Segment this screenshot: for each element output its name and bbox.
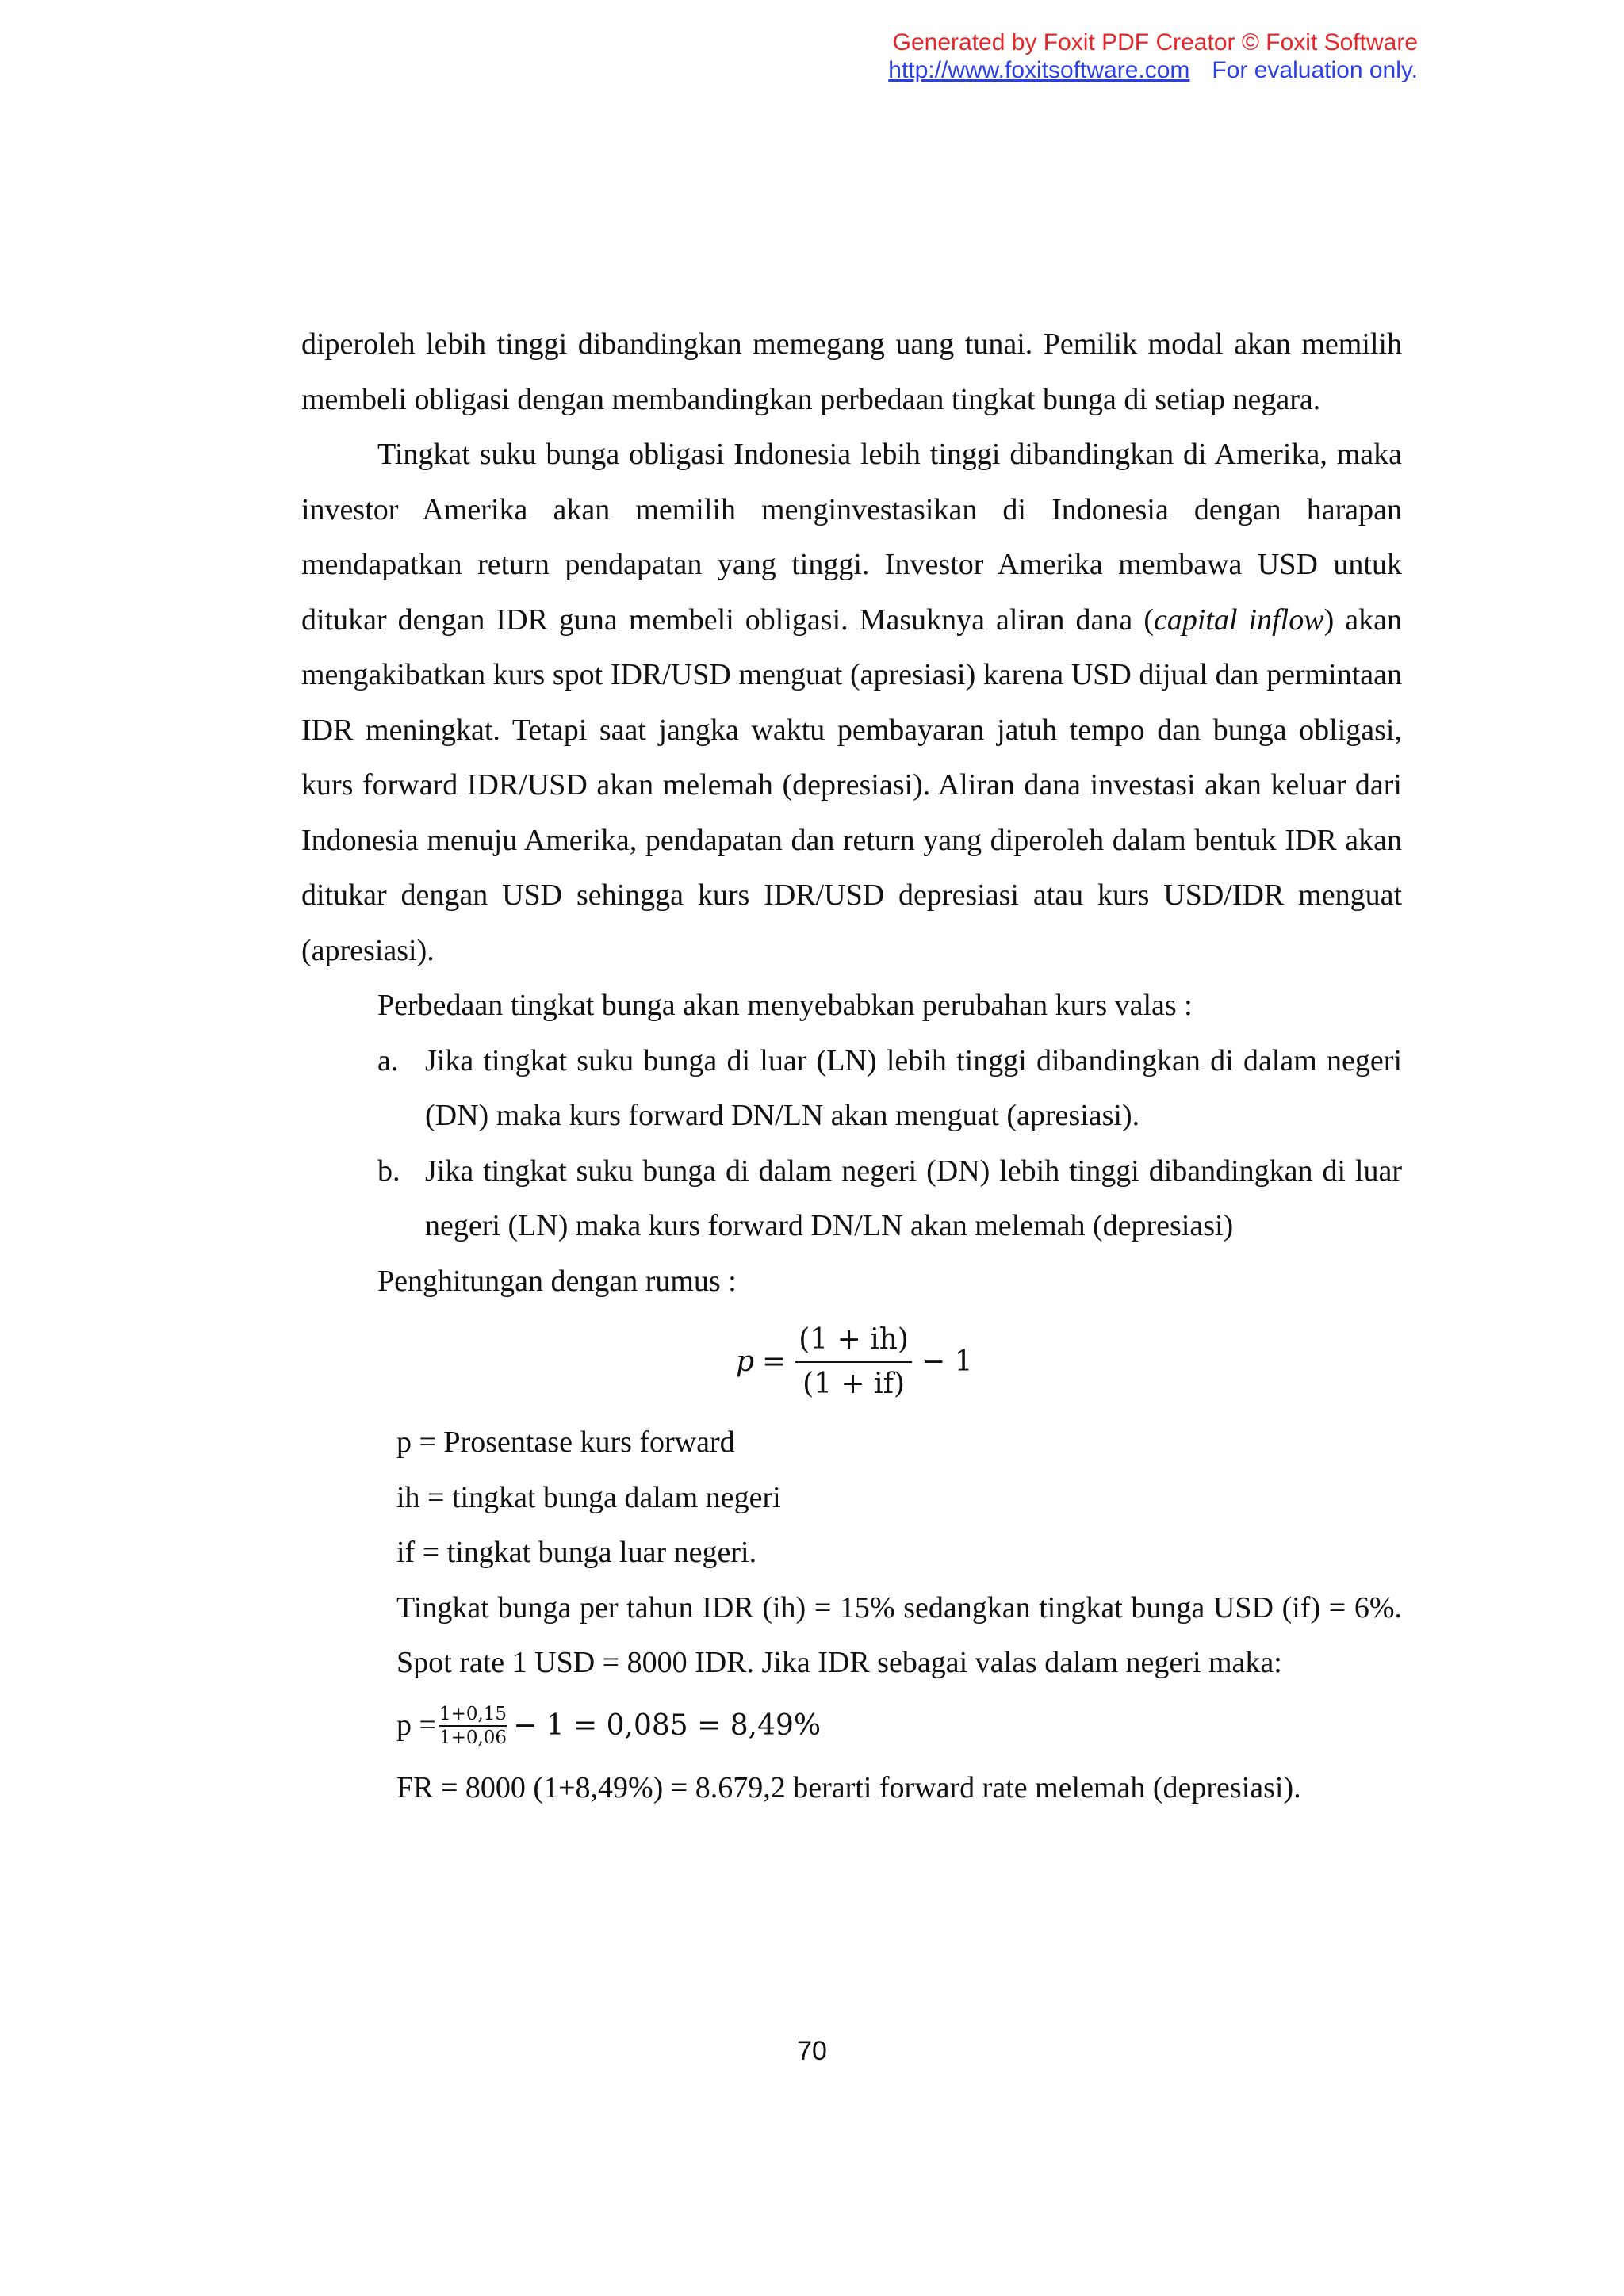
paragraph-2-italic: capital inflow [1153, 603, 1324, 637]
list-marker: b. [377, 1154, 400, 1188]
calculation-line [396, 1691, 1402, 1761]
definition-if: if = tingkat bunga luar negeri. [396, 1536, 757, 1569]
formula-fraction [795, 1322, 912, 1402]
page-number: 70 [797, 2036, 827, 2066]
watermark-link[interactable]: http://www.foxitsoftware.com [888, 57, 1190, 83]
formula [736, 1322, 972, 1402]
paragraph-2-part-2: ) akan mengakibatkan kurs spot IDR/USD menguat (apresiasi) karena USD dijual dan permintaan IDR meningkat. Tetapi saat jangka waktu pembayaran jatuh tempo dan bunga obligasi, kurs forward IDR/USD akan melemah (depresiasi). Aliran dana investasi akan keluar dari Indonesia menuju Amerika, pendapatan dan return yang diperoleh dalam bentuk IDR akan ditukar dengan USD sehingga kurs IDR/USD depresiasi atau kurs USD/IDR menguat (apresiasi). [301, 603, 1402, 967]
example-text: Tingkat bunga per tahun IDR (ih) = 15% sedangkan tingkat bunga USD (if) = 6%. Spot rate 1 USD = 8000 IDR. Jika IDR sebagai valas dalam negeri maka: [396, 1590, 1402, 1679]
definition-p: p = Prosentase kurs forward [396, 1425, 735, 1459]
paragraph-3: Perbedaan tingkat bunga akan menyebabkan perubahan kurs valas : [377, 989, 1193, 1022]
formula-denominator: (1 + if) [802, 1368, 906, 1400]
formula-intro: Penghitungan dengan rumus : [377, 1264, 737, 1298]
watermark-line2 [888, 56, 1418, 84]
paragraph-2 [301, 427, 1402, 978]
watermark-line1: Generated by Foxit PDF Creator © Foxit Software [892, 29, 1418, 55]
formula-block [301, 1311, 1402, 1412]
paragraph-1: diperoleh lebih tinggi dibandingkan memegang uang tunai. Pemilik modal akan memilih membeli obligasi dengan membandingkan perbedaan tingkat bunga di setiap negara. [301, 327, 1402, 416]
list-text: Jika tingkat suku bunga di dalam negeri (DN) lebih tinggi dibandingkan di luar negeri (LN) maka kurs forward DN/LN akan melemah (depresiasi) [425, 1154, 1402, 1242]
definitions [301, 1415, 1402, 1816]
paragraph-2-part-1: Tingkat suku bunga obligasi Indonesia lebih tinggi dibandingkan di Amerika, maka investor Amerika akan memilih menginvestasikan di Indonesia dengan harapan mendapatkan return pendapatan yang tinggi. Investor Amerika membawa USD untuk ditukar dengan IDR guna membeli obligasi. Masuknya aliran dana ( [301, 438, 1402, 637]
formula-lhs: p [736, 1345, 755, 1379]
formula-tail: − 1 [921, 1345, 973, 1379]
watermark-note: For evaluation only. [1212, 57, 1418, 83]
calculation-denominator: 1+0,06 [439, 1727, 508, 1748]
foxit-watermark [888, 29, 1418, 84]
forward-rate-line: FR = 8000 (1+8,49%) = 8.679,2 berarti forward rate melemah (depresiasi). [396, 1770, 1301, 1804]
formula-equals: = [762, 1345, 787, 1379]
calculation-fraction [439, 1703, 507, 1749]
list-item-a [301, 1034, 1402, 1144]
calculation-numerator: 1+0,15 [439, 1703, 508, 1724]
formula-numerator: (1 + ih) [799, 1323, 909, 1356]
calculation-result: − 1 = 0,085 = 8,49% [513, 1709, 822, 1742]
list-marker: a. [377, 1043, 399, 1077]
definition-ih: ih = tingkat bunga dalam negeri [396, 1480, 781, 1514]
list-text: Jika tingkat suku bunga di luar (LN) lebih tinggi dibandingkan di dalam negeri (DN) maka kurs forward DN/LN akan menguat (apresiasi). [425, 1043, 1402, 1132]
list-item-b [301, 1144, 1402, 1254]
page-body [301, 317, 1402, 1816]
calculation-lhs: p = [396, 1708, 436, 1742]
